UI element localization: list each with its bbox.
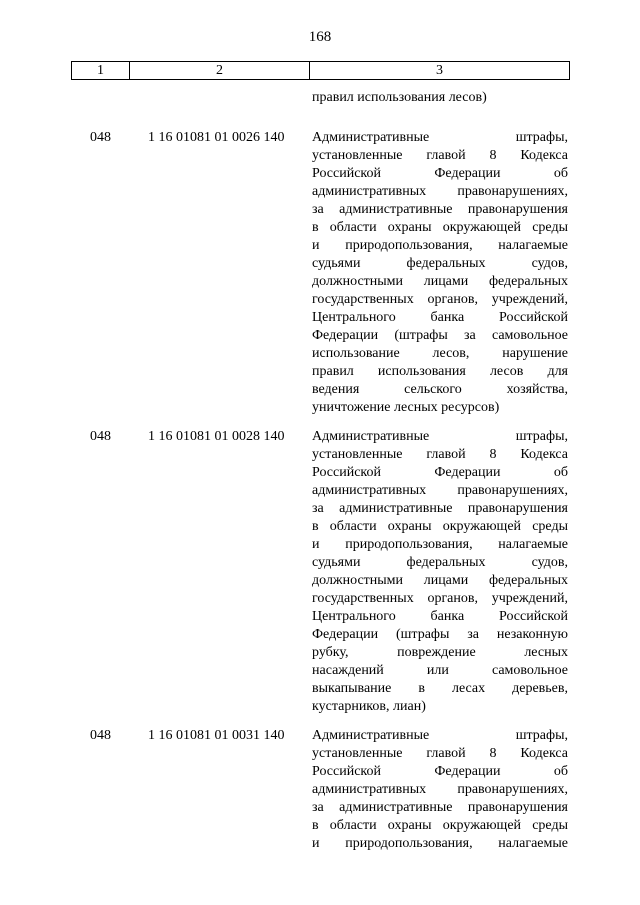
description-line: правил использования лесов для bbox=[312, 364, 568, 379]
description-line: судьями федеральных судов, bbox=[312, 555, 568, 570]
description-line: установленные главой 8 Кодекса bbox=[312, 746, 568, 761]
description-line: за административные правонарушения bbox=[312, 800, 568, 815]
description-line: государственных органов, учреждений, bbox=[312, 591, 568, 606]
column-header-row bbox=[72, 62, 570, 80]
continuation-text: правил использования лесов) bbox=[312, 90, 487, 105]
description-line: выкапывание в лесах деревьев, bbox=[312, 681, 568, 696]
description-line: использование лесов, нарушение bbox=[312, 346, 568, 361]
entry-description bbox=[312, 129, 568, 417]
description-line: должностными лицами федеральных bbox=[312, 274, 568, 289]
description-line: кустарников, лиан) bbox=[312, 699, 426, 714]
description-line: ведения сельского хозяйства, bbox=[312, 382, 568, 397]
description-line: Российской Федерации об bbox=[312, 465, 568, 480]
page-number: 168 bbox=[308, 29, 332, 45]
admin-code: 048 bbox=[90, 429, 111, 444]
description-line: административных правонарушениях, bbox=[312, 184, 568, 199]
description-line: в области охраны окружающей среды bbox=[312, 818, 568, 833]
revenue-code: 1 16 01081 01 0031 140 bbox=[148, 728, 285, 743]
description-line: Административные штрафы, bbox=[312, 130, 568, 145]
description-line: Центрального банка Российской bbox=[312, 310, 568, 325]
revenue-code: 1 16 01081 01 0026 140 bbox=[148, 130, 285, 145]
description-line: за административные правонарушения bbox=[312, 202, 568, 217]
description-line: Федерации (штрафы за самовольное bbox=[312, 328, 568, 343]
description-line: и природопользования, налагаемые bbox=[312, 836, 568, 851]
description-line: Административные штрафы, bbox=[312, 429, 568, 444]
description-line: установленные главой 8 Кодекса bbox=[312, 148, 568, 163]
description-line: установленные главой 8 Кодекса bbox=[312, 447, 568, 462]
column-header-3: 3 bbox=[310, 62, 570, 80]
description-line: рубку, повреждение лесных bbox=[312, 645, 568, 660]
description-line: в области охраны окружающей среды bbox=[312, 519, 568, 534]
description-line: уничтожение лесных ресурсов) bbox=[312, 400, 500, 415]
description-line: насаждений или самовольное bbox=[312, 663, 568, 678]
column-header-1: 1 bbox=[72, 62, 130, 80]
description-line: Центрального банка Российской bbox=[312, 609, 568, 624]
description-line: должностными лицами федеральных bbox=[312, 573, 568, 588]
description-line: административных правонарушениях, bbox=[312, 483, 568, 498]
description-line: административных правонарушениях, bbox=[312, 782, 568, 797]
revenue-code: 1 16 01081 01 0028 140 bbox=[148, 429, 285, 444]
description-line: и природопользования, налагаемые bbox=[312, 238, 568, 253]
description-line: государственных органов, учреждений, bbox=[312, 292, 568, 307]
admin-code: 048 bbox=[90, 130, 111, 145]
entry-description bbox=[312, 727, 568, 853]
admin-code: 048 bbox=[90, 728, 111, 743]
column-header-2: 2 bbox=[130, 62, 310, 80]
description-line: Российской Федерации об bbox=[312, 764, 568, 779]
description-line: за административные правонарушения bbox=[312, 501, 568, 516]
description-line: Федерации (штрафы за незаконную bbox=[312, 627, 568, 642]
description-line: в области охраны окружающей среды bbox=[312, 220, 568, 235]
column-header-table bbox=[71, 61, 570, 80]
entry-description bbox=[312, 428, 568, 716]
description-line: судьями федеральных судов, bbox=[312, 256, 568, 271]
description-line: и природопользования, налагаемые bbox=[312, 537, 568, 552]
description-line: Российской Федерации об bbox=[312, 166, 568, 181]
description-line: Административные штрафы, bbox=[312, 728, 568, 743]
